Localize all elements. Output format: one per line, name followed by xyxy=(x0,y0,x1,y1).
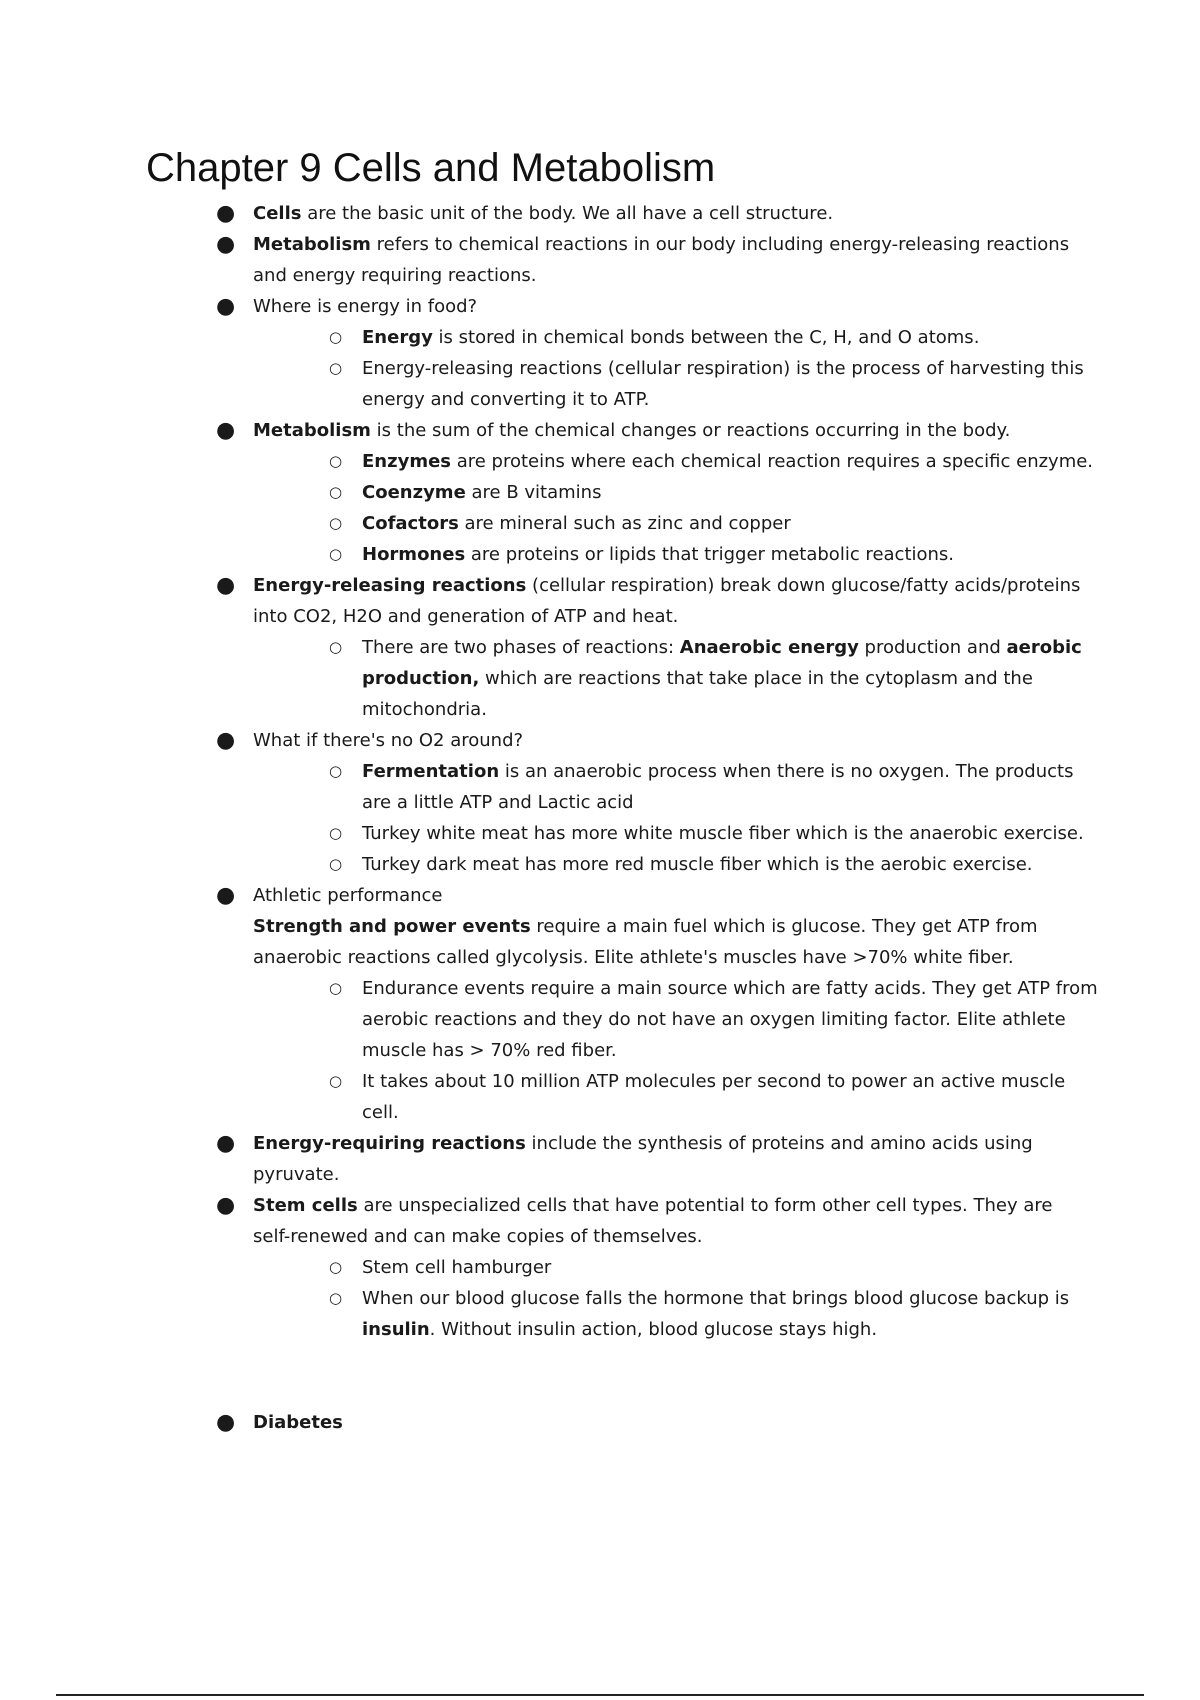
list-item: ● Where is energy in food? xyxy=(0,291,1200,322)
sub-list-item: ○ Enzymes are proteins where each chemical reaction requires a specific enzyme. xyxy=(0,446,1200,477)
sub-list-item: ○ Hormones are proteins or lipids that trigger metabolic reactions. xyxy=(0,539,1200,570)
hollow-bullet-icon: ○ xyxy=(329,545,343,563)
sub-list-item: ○ Energy is stored in chemical bonds between the C, H, and O atoms. xyxy=(0,322,1200,353)
hollow-bullet-icon: ○ xyxy=(329,452,343,470)
bullet-icon: ● xyxy=(216,294,236,319)
hollow-bullet-icon: ○ xyxy=(329,638,343,656)
list-item: ● Metabolism refers to chemical reactions in our body including energy-releasing reactions and energy requiring reactions. xyxy=(0,229,1200,291)
bullet-icon: ● xyxy=(216,728,236,753)
hollow-bullet-icon: ○ xyxy=(329,979,343,997)
list-item: ● Diabetes xyxy=(0,1407,1200,1438)
hollow-bullet-icon: ○ xyxy=(329,1289,343,1307)
sub-list-item: ○ Turkey white meat has more white muscle fiber which is the anaerobic exercise. xyxy=(0,818,1200,849)
list-item: ● Metabolism is the sum of the chemical changes or reactions occurring in the body. xyxy=(0,415,1200,446)
list-item: ● Energy-releasing reactions (cellular respiration) break down glucose/fatty acids/proteins into CO2, H2O and generation of ATP and heat. xyxy=(0,570,1200,632)
hollow-bullet-icon: ○ xyxy=(329,855,343,873)
sub-list-item: ○ Energy-releasing reactions (cellular respiration) is the process of harvesting this energy and converting it to ATP. xyxy=(0,353,1200,415)
hollow-bullet-icon: ○ xyxy=(329,1072,343,1090)
sub-list-item: ○ Stem cell hamburger xyxy=(0,1252,1200,1283)
bullet-icon: ● xyxy=(216,232,236,257)
sub-list-item: ○ Cofactors are mineral such as zinc and copper xyxy=(0,508,1200,539)
list-item: ● What if there's no O2 around? xyxy=(0,725,1200,756)
page-title: Chapter 9 Cells and Metabolism xyxy=(146,146,716,190)
hollow-bullet-icon: ○ xyxy=(329,483,343,501)
hollow-bullet-icon: ○ xyxy=(329,328,343,346)
list-item: ● Athletic performance xyxy=(0,880,1200,911)
hollow-bullet-icon: ○ xyxy=(329,824,343,842)
sub-list-item: ○ It takes about 10 million ATP molecules per second to power an active muscle cell. xyxy=(0,1066,1200,1128)
notes-list xyxy=(0,198,1200,1438)
list-item: ● Cells are the basic unit of the body. We all have a cell structure. xyxy=(0,198,1200,229)
bullet-icon: ● xyxy=(216,1131,236,1156)
sub-list-item: ○ Coenzyme are B vitamins xyxy=(0,477,1200,508)
hollow-bullet-icon: ○ xyxy=(329,514,343,532)
sub-list-item: ○ Endurance events require a main source which are fatty acids. They get ATP from aerobic reactions and they do not have an oxygen limiting factor. Elite athlete muscle has > 70% red fiber. xyxy=(0,973,1200,1066)
page-bottom-rule xyxy=(56,1694,1144,1696)
list-item: ● Energy-requiring reactions include the synthesis of proteins and amino acids using pyruvate. xyxy=(0,1128,1200,1190)
sub-list-item: ○ Turkey dark meat has more red muscle fiber which is the aerobic exercise. xyxy=(0,849,1200,880)
sub-list-item: ○ Fermentation is an anaerobic process when there is no oxygen. The products are a little ATP and Lactic acid xyxy=(0,756,1200,818)
hollow-bullet-icon: ○ xyxy=(329,762,343,780)
spacer xyxy=(0,1345,1200,1407)
hollow-bullet-icon: ○ xyxy=(329,1258,343,1276)
bullet-icon: ● xyxy=(216,883,236,908)
bullet-icon: ● xyxy=(216,1410,236,1435)
sub-list-item: ○ When our blood glucose falls the hormone that brings blood glucose backup is insulin. Without insulin action, blood glucose stays high. xyxy=(0,1283,1200,1345)
bullet-icon: ● xyxy=(216,1193,236,1218)
bullet-icon: ● xyxy=(216,201,236,226)
list-item-continuation: Strength and power events require a main fuel which is glucose. They get ATP from anaerobic reactions called glycolysis. Elite athlete's muscles have >70% white fiber. xyxy=(253,916,1038,968)
bullet-icon: ● xyxy=(216,418,236,443)
bullet-icon: ● xyxy=(216,573,236,598)
hollow-bullet-icon: ○ xyxy=(329,359,343,377)
list-item: ● Stem cells are unspecialized cells that have potential to form other cell types. They are self-renewed and can make copies of themselves. xyxy=(0,1190,1200,1252)
sub-list-item: ○ There are two phases of reactions: Anaerobic energy production and aerobic production, which are reactions that take place in the cytoplasm and the mitochondria. xyxy=(0,632,1200,725)
